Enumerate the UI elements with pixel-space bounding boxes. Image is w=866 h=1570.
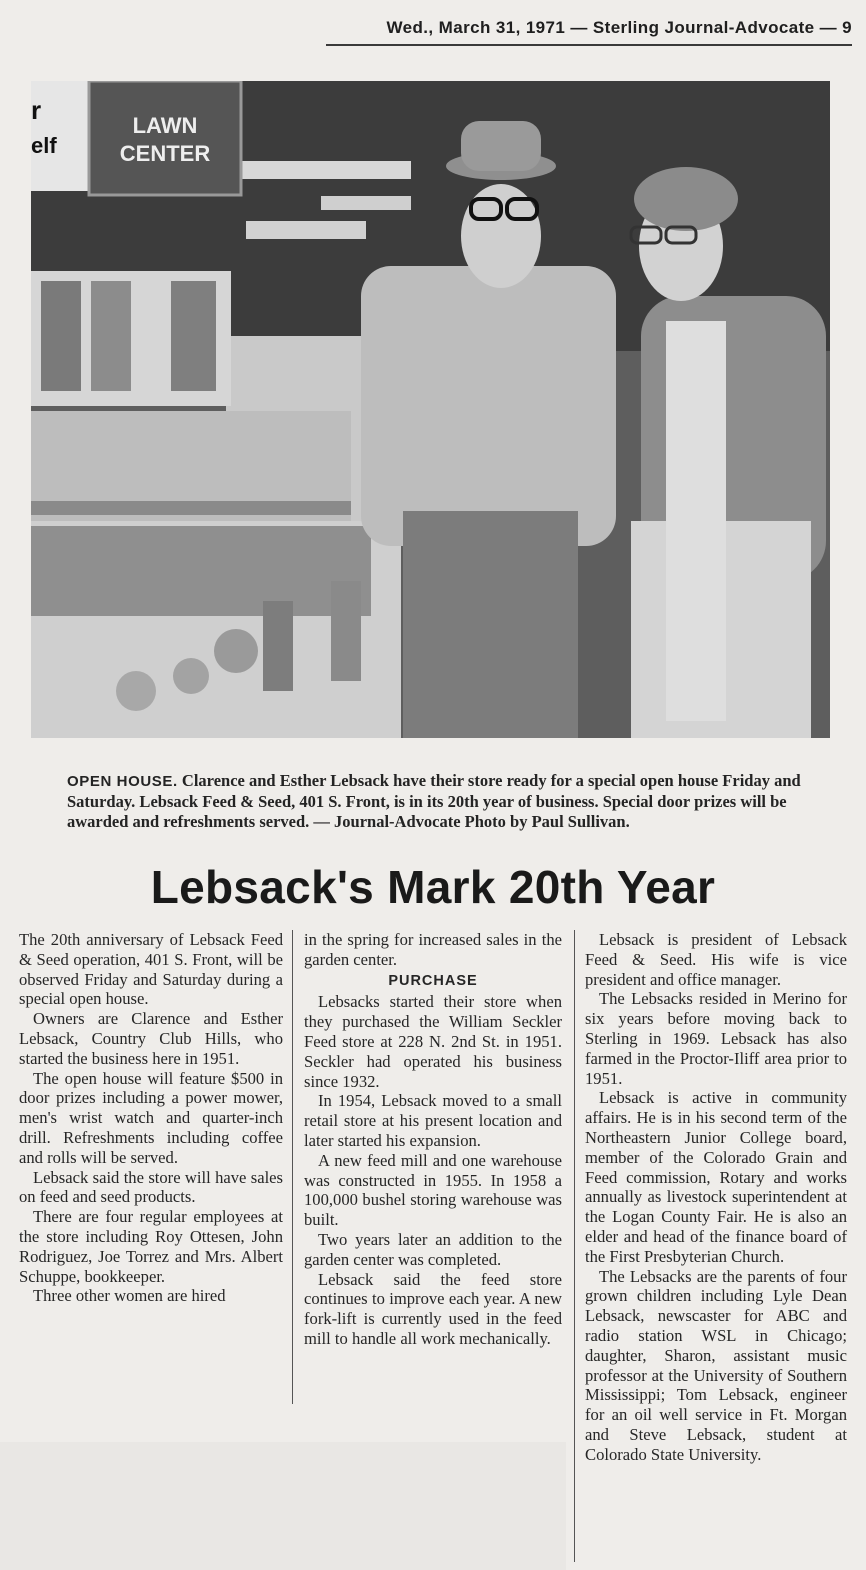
- sign-edge-text-1: r: [31, 95, 42, 125]
- sign-edge-text-2: elf: [31, 133, 57, 158]
- col3-paragraph: Lebsack is president of Lebsack Feed & Seed. His wife is vice president and office manager.: [585, 930, 847, 989]
- col3-paragraph: The Lebsacks are the parents of four grown children including Lyle Dean Lebsack, newscaster for ABC and radio station WSL in Chicago; daughter, Sharon, assistant music professor at the University of Southern Mississippi; Tom Lebsack, engineer for an oil well service in Ft. Morgan and Steve Lebsack, student at Colorado State University.: [585, 1266, 847, 1464]
- section-subhead: PURCHASE: [388, 972, 478, 989]
- col1-paragraph: There are four regular employees at the store including Roy Ottesen, John Rodriguez, Joe Torrez and Mrs. Albert Schuppe, bookkeeper.: [19, 1207, 283, 1286]
- col1-paragraph: The 20th anniversary of Lebsack Feed & Seed operation, 401 S. Front, will be observed Friday and Saturday during a special open house.: [19, 930, 283, 1009]
- article-headline: Lebsack's Mark 20th Year: [150, 861, 716, 913]
- col1-paragraph: Three other women are hired: [33, 1286, 226, 1306]
- article-column-2: [304, 930, 562, 1349]
- article-column-3: [585, 930, 847, 1465]
- header-rule: [326, 44, 852, 46]
- photo-caption: [67, 771, 819, 832]
- column-rule: [292, 930, 293, 1404]
- caption-lead: OPEN HOUSE.: [67, 773, 178, 790]
- lawn-center-sign: [89, 81, 241, 195]
- col1-paragraph: Owners are Clarence and Esther Lebsack, Country Club Hills, who started the business here in 1951.: [19, 1009, 283, 1068]
- col2-paragraph: Two years later an addition to the garden center was completed.: [304, 1229, 562, 1269]
- column-rule: [574, 930, 575, 1562]
- col2-paragraph: Lebsack said the feed store continues to improve each year. A new fork-lift is currently used in the feed mill to handle all work mechanically.: [304, 1269, 562, 1348]
- sign-text-lawn: LAWN: [132, 113, 198, 138]
- page-dateline: Wed., March 31, 1971 — Sterling Journal-Advocate — 9: [386, 18, 852, 37]
- article-column-1: [19, 930, 283, 1306]
- col2-paragraph: A new feed mill and one warehouse was constructed in 1955. In 1958 a 100,000 bushel storing warehouse was built.: [304, 1150, 562, 1230]
- col1-paragraph: Lebsack said the store will have sales on feed and seed products.: [19, 1167, 283, 1207]
- col2-paragraph: In 1954, Lebsack moved to a small retail store at his present location and later started his expansion.: [304, 1091, 562, 1150]
- col2-paragraph: in the spring for increased sales in the garden center.: [304, 930, 562, 969]
- man-figure: [361, 266, 616, 546]
- caption-text: Clarence and Esther Lebsack have their store ready for a special open house Friday and Saturday. Lebsack Feed & Seed, 401 S. Front, is in its 20th year of business. Special door prizes will be awarded and refreshments served. — Journal-Advocate Photo by Paul Sullivan.: [67, 771, 801, 831]
- col2-paragraph: Lebsacks started their store when they purchased the William Seckler Feed store at 228 N. 2nd St. in 1951. Seckler had operated his business since 1932.: [304, 992, 562, 1091]
- col3-paragraph: The Lebsacks resided in Merino for six years before moving back to Sterling in 1969. Lebsack has also farmed in the Proctor-Iliff area prior to 1951.: [585, 989, 847, 1088]
- sign-text-center: CENTER: [119, 141, 211, 166]
- col1-paragraph: The open house will feature $500 in door prizes including a power mower, men's wrist watch and quarter-inch drill. Refreshments including coffee and rolls will be served.: [19, 1068, 283, 1167]
- store-photo: [31, 81, 830, 738]
- col3-paragraph: Lebsack is active in community affairs. He is in his second term of the Northeastern Junior College board, member of the Colorado Grain and Feed commission, Rotary and works annually as livestock superintendent at the Logan County Fair. He is also an elder and head of the finance board of the First Presbyterian Church.: [585, 1088, 847, 1266]
